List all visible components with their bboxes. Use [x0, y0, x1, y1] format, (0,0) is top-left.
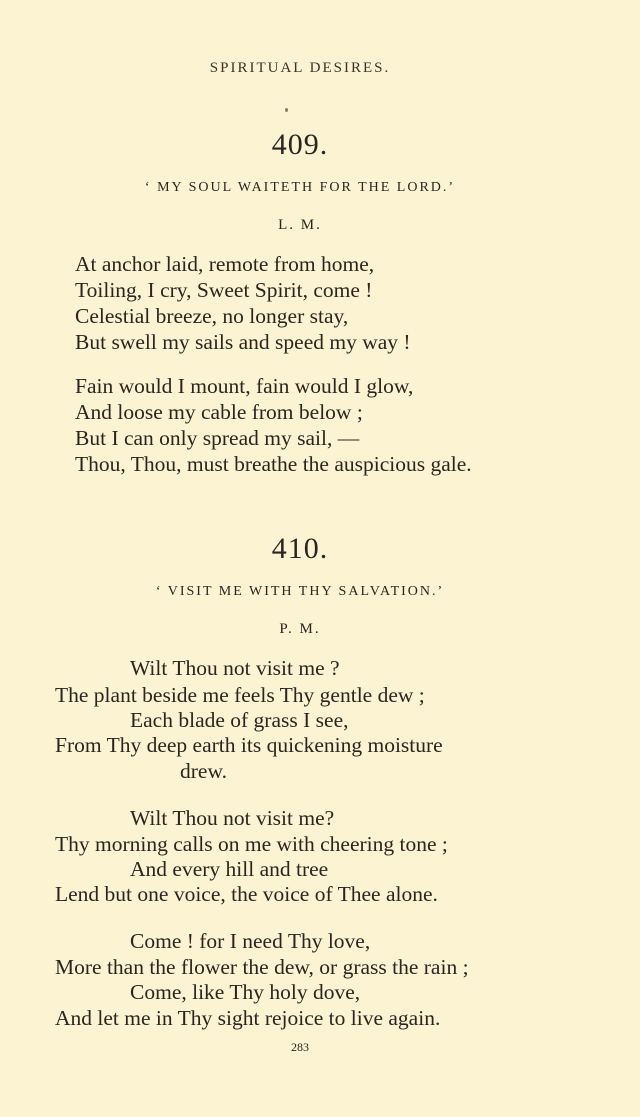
verse-line: drew.	[180, 759, 227, 783]
hymn-title: ‘ VISIT ME WITH THY SALVATION.’	[155, 584, 445, 599]
running-head: SPIRITUAL DESIRES.	[209, 60, 391, 76]
hymn-meter: L. M.	[278, 217, 322, 233]
verse-line: And let me in Thy sight rejoice to live again.	[55, 1006, 441, 1030]
verse-line: Thou, Thou, must breathe the auspicious gale.	[75, 452, 472, 476]
verse-line: Come ! for I need Thy love,	[130, 929, 371, 953]
verse-line: Wilt Thou not visit me ?	[130, 656, 340, 680]
verse-line: Come, like Thy holy dove,	[130, 980, 361, 1004]
page-number: 283	[291, 1040, 309, 1054]
verse-line: The plant beside me feels Thy gentle dew ;	[55, 683, 425, 707]
hymn-number: 410.	[271, 532, 329, 565]
verse-line: More than the flower the dew, or grass the rain ;	[55, 955, 469, 979]
verse-line: But I can only spread my sail, —	[75, 426, 360, 450]
verse-line: Each blade of grass I see,	[130, 708, 349, 732]
verse-line: Toiling, I cry, Sweet Spirit, come !	[75, 278, 373, 302]
verse-line: But swell my sails and speed my way !	[75, 330, 411, 354]
hymn-title: ‘ MY SOUL WAITETH FOR THE LORD.’	[144, 180, 456, 195]
verse-line: At anchor laid, remote from home,	[75, 252, 375, 276]
verse-line: And every hill and tree	[130, 857, 329, 881]
verse-line: Fain would I mount, fain would I glow,	[75, 374, 414, 398]
hymn-meter: P. M.	[279, 621, 321, 637]
verse-line: Wilt Thou not visit me?	[130, 806, 335, 830]
verse-line: Lend but one voice, the voice of Thee alone.	[55, 882, 438, 906]
ink-speck	[285, 108, 288, 112]
verse-line: Celestial breeze, no longer stay,	[75, 304, 349, 328]
hymn-number: 409.	[271, 128, 329, 161]
verse-line: Thy morning calls on me with cheering tone ;	[55, 832, 448, 856]
verse-line: And loose my cable from below ;	[75, 400, 363, 424]
verse-line: From Thy deep earth its quickening moisture	[55, 733, 443, 757]
